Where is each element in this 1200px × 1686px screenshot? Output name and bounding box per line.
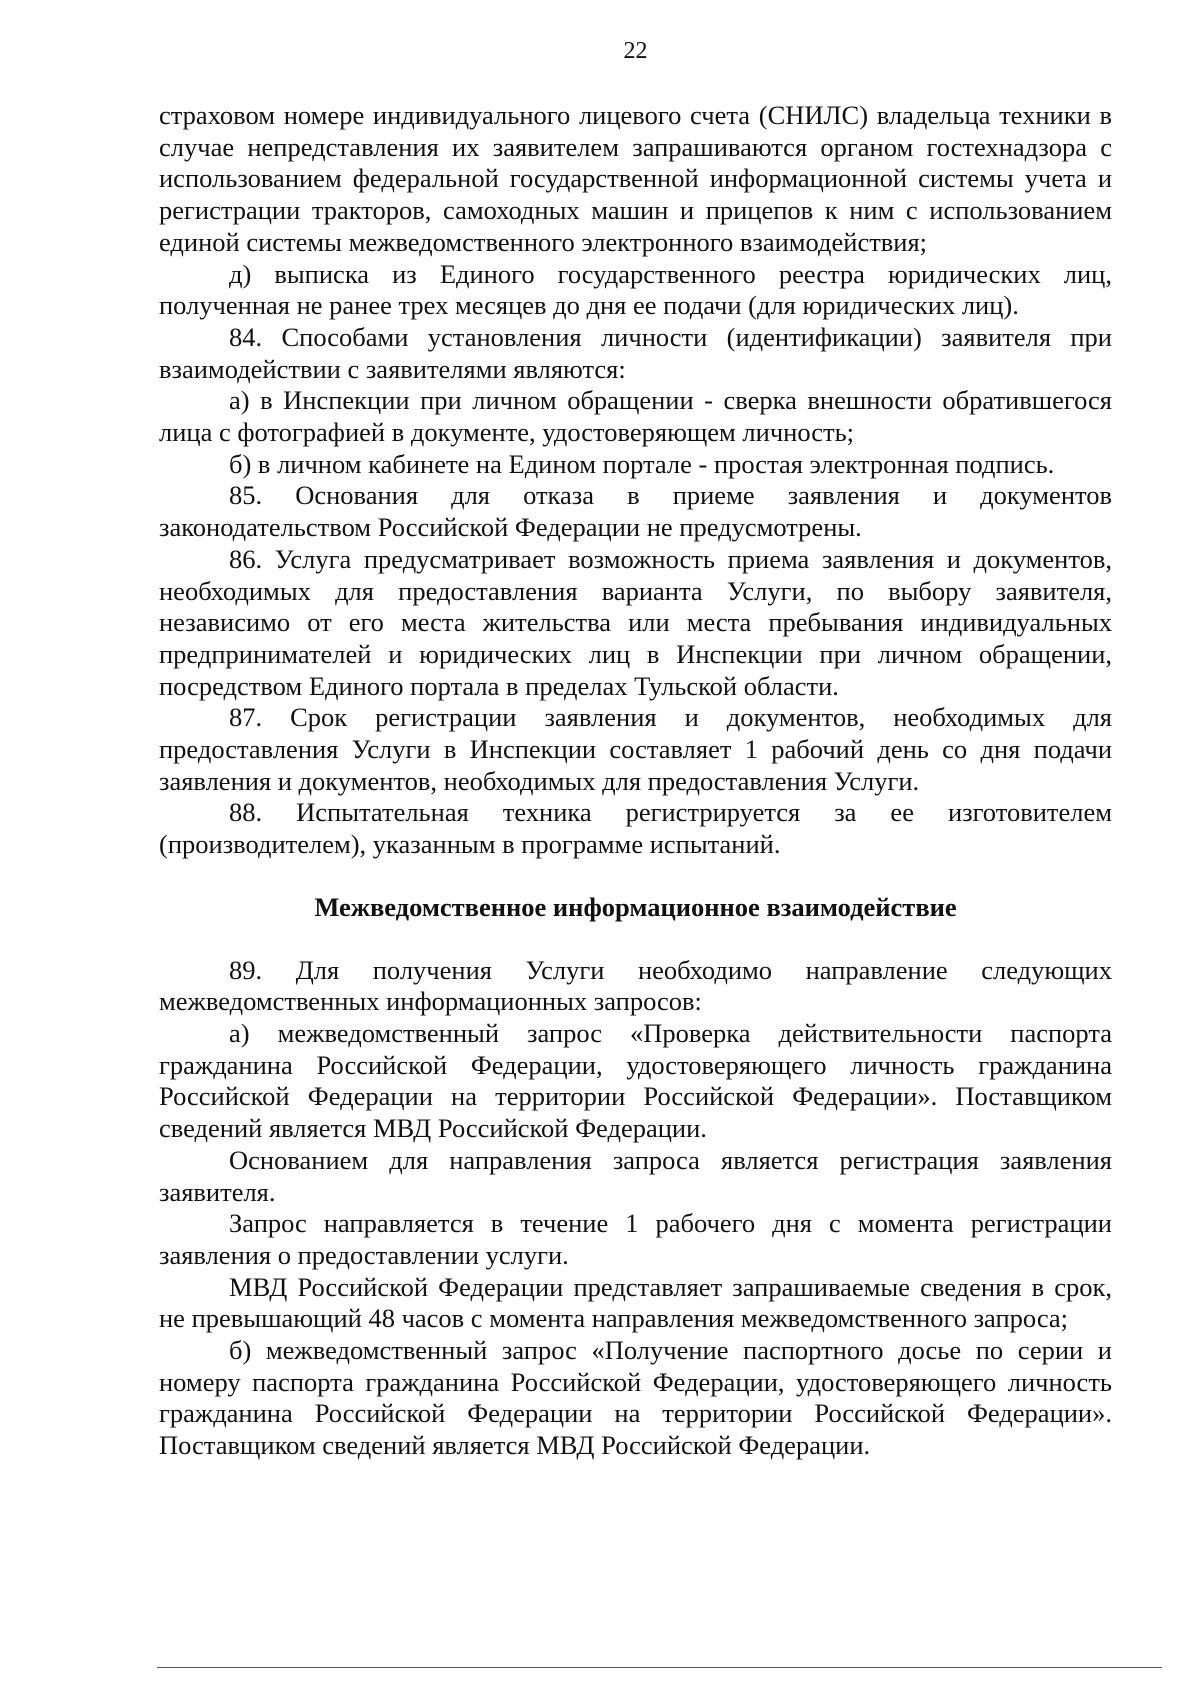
- paragraph-request-timing: Запрос направляется в течение 1 рабочего дня с момента регистрации заявления о предоставлении услуги.: [159, 1208, 1112, 1270]
- paragraph-84-item-b: б) в личном кабинете на Едином портале - простая электронная подпись.: [229, 448, 1055, 479]
- paragraph-item-d: д) выписка из Единого государственного реестра юридических лиц, полученная не ранее трех месяцев до дня ее подачи (для юридических лиц).: [159, 258, 1112, 321]
- spacer: [159, 924, 1112, 955]
- paragraph-84-item-a: а) в Инспекции при личном обращении - сверка внешности обратившегося лица с фотографией в документе, удостоверяющем личность;: [159, 385, 1112, 448]
- paragraph-86: 86. Услуга предусматривает возможность приема заявления и документов, необходимых для предоставления варианта Услуги, по выбору заявителя, независимо от его места жительства или места пребывания индивидуальных предпринимателей и юридических лиц в Инспекции при личном обращении, посредством Единого портала в пределах Тульской области.: [159, 543, 1112, 701]
- spacer: [159, 861, 1112, 892]
- page-number: 22: [623, 38, 648, 64]
- paragraph-89-item-a: а) межведомственный запрос «Проверка действительности паспорта гражданина Российской Федерации, удостоверяющего личность гражданина Российской Федерации на территории Российской Федерации». Поставщиком сведений является МВД Российской Федерации.: [159, 1017, 1112, 1144]
- section-heading: Межведомственное информационное взаимодействие: [314, 891, 957, 922]
- paragraph-84: 84. Способами установления личности (идентификации) заявителя при взаимодействии с заявителями являются:: [159, 321, 1112, 384]
- paragraph-88: 88. Испытательная техника регистрируется за ее изготовителем (производителем), указанным в программе испытаний.: [159, 797, 1112, 860]
- document-body: [159, 100, 1112, 1462]
- paragraph-89: 89. Для получения Услуги необходимо направление следующих межведомственных информационных запросов:: [159, 954, 1112, 1017]
- paragraph-89-item-b: б) межведомственный запрос «Получение паспортного досье по серии и номеру паспорта гражданина Российской Федерации, удостоверяющего личность гражданина Российской Федерации на территории Российской Федерации». Поставщиком сведений является МВД Российской Федерации.: [159, 1335, 1112, 1461]
- paragraph-85: 85. Основания для отказа в приеме заявления и документов законодательством Российской Федерации не предусмотрены.: [159, 480, 1112, 543]
- paragraph-request-basis: Основанием для направления запроса является регистрация заявления заявителя.: [159, 1144, 1112, 1207]
- bottom-divider: [157, 1667, 1162, 1668]
- paragraph-continuation: страховом номере индивидуального лицевого счета (СНИЛС) владельца техники в случае непредставления их заявителем запрашиваются органом гостехнадзора с использованием федеральной государственной информационной системы учета и регистрации тракторов, самоходных машин и прицепов к ним с использованием единой системы межведомственного электронного взаимодействия;: [159, 100, 1112, 257]
- paragraph-response-timing: МВД Российской Федерации представляет запрашиваемые сведения в срок, не превышающий 48 часов с момента направления межведомственного запроса;: [159, 1271, 1112, 1334]
- paragraph-87: 87. Срок регистрации заявления и документов, необходимых для предоставления Услуги в Инспекции составляет 1 рабочий день со дня подачи заявления и документов, необходимых для предоставления Услуги.: [159, 702, 1112, 796]
